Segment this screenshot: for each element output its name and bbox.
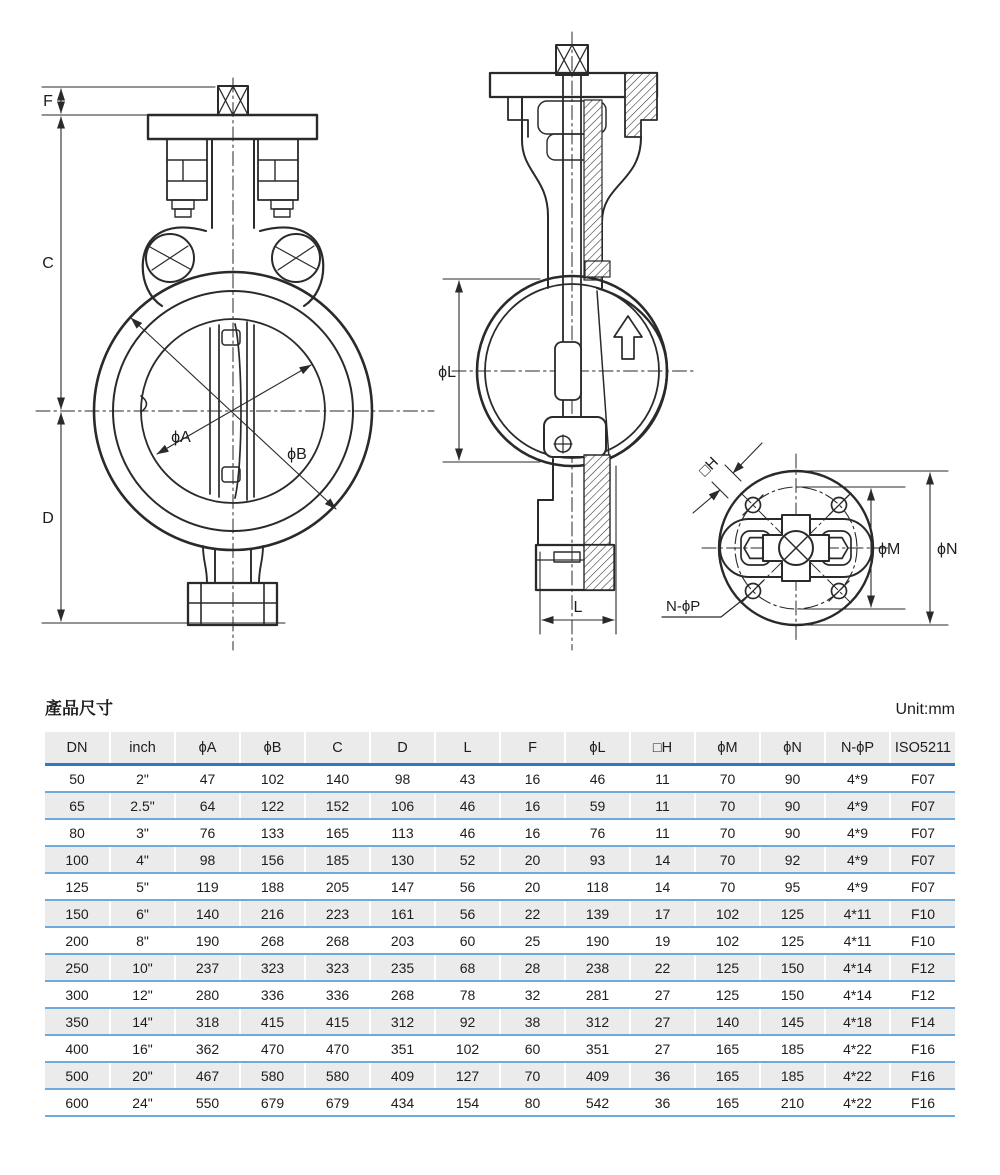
table-cell: 350 bbox=[45, 1008, 110, 1035]
table-cell: 113 bbox=[370, 819, 435, 846]
table-cell: 76 bbox=[565, 819, 630, 846]
column-header: C bbox=[305, 732, 370, 765]
label-phiB: ϕB bbox=[287, 446, 307, 463]
table-cell: 188 bbox=[240, 873, 305, 900]
table-cell: 550 bbox=[175, 1089, 240, 1116]
front-view bbox=[36, 78, 434, 650]
table-row bbox=[45, 792, 955, 819]
table-cell: 223 bbox=[305, 900, 370, 927]
table-cell: 140 bbox=[695, 1008, 760, 1035]
table-cell: 145 bbox=[760, 1008, 825, 1035]
table-cell: 470 bbox=[305, 1035, 370, 1062]
table-cell: F07 bbox=[890, 873, 955, 900]
table-cell: 679 bbox=[240, 1089, 305, 1116]
table-cell: F16 bbox=[890, 1062, 955, 1089]
table-cell: 90 bbox=[760, 792, 825, 819]
table-cell: 4*22 bbox=[825, 1062, 890, 1089]
table-row bbox=[45, 873, 955, 900]
column-header: D bbox=[370, 732, 435, 765]
table-cell: 4*11 bbox=[825, 900, 890, 927]
table-title: 產品尺寸 bbox=[45, 699, 113, 718]
table-cell: 409 bbox=[565, 1062, 630, 1089]
table-header-row bbox=[45, 694, 955, 719]
table-row bbox=[45, 1062, 955, 1089]
table-cell: 6" bbox=[110, 900, 175, 927]
table-cell: 140 bbox=[175, 900, 240, 927]
label-D: D bbox=[42, 510, 54, 527]
column-header: ϕB bbox=[240, 732, 305, 765]
table-cell: 4*22 bbox=[825, 1089, 890, 1116]
table-cell: 235 bbox=[370, 954, 435, 981]
table-cell: 125 bbox=[695, 981, 760, 1008]
table-cell: 98 bbox=[370, 765, 435, 793]
table-cell: 150 bbox=[45, 900, 110, 927]
table-cell: 190 bbox=[175, 927, 240, 954]
column-header: L bbox=[435, 732, 500, 765]
table-cell: 150 bbox=[760, 981, 825, 1008]
table-cell: 76 bbox=[175, 819, 240, 846]
table-row bbox=[45, 927, 955, 954]
table-cell: 47 bbox=[175, 765, 240, 793]
table-cell: 16 bbox=[500, 819, 565, 846]
table-cell: 409 bbox=[370, 1062, 435, 1089]
table-cell: 20 bbox=[500, 873, 565, 900]
table-cell: 2" bbox=[110, 765, 175, 793]
table-cell: 10" bbox=[110, 954, 175, 981]
table-cell: 4*9 bbox=[825, 873, 890, 900]
table-cell: 190 bbox=[565, 927, 630, 954]
table-cell: 16 bbox=[500, 792, 565, 819]
column-header: □H bbox=[630, 732, 695, 765]
table-cell: 165 bbox=[305, 819, 370, 846]
table-cell: 4*14 bbox=[825, 954, 890, 981]
column-header: ϕN bbox=[760, 732, 825, 765]
table-cell: 205 bbox=[305, 873, 370, 900]
table-cell: 119 bbox=[175, 873, 240, 900]
table-cell: 351 bbox=[565, 1035, 630, 1062]
table-cell: 125 bbox=[45, 873, 110, 900]
table-cell: 11 bbox=[630, 819, 695, 846]
table-cell: 268 bbox=[305, 927, 370, 954]
column-header: ϕM bbox=[695, 732, 760, 765]
table-cell: 351 bbox=[370, 1035, 435, 1062]
table-cell: 98 bbox=[175, 846, 240, 873]
table-cell: 312 bbox=[370, 1008, 435, 1035]
table-cell: 70 bbox=[695, 792, 760, 819]
table-row bbox=[45, 819, 955, 846]
table-row bbox=[45, 765, 955, 793]
flange-view bbox=[662, 443, 958, 642]
table-cell: 5" bbox=[110, 873, 175, 900]
table-cell: 27 bbox=[630, 1035, 695, 1062]
table-cell: 50 bbox=[45, 765, 110, 793]
table-cell: 300 bbox=[45, 981, 110, 1008]
table-cell: 24" bbox=[110, 1089, 175, 1116]
table-cell: 161 bbox=[370, 900, 435, 927]
table-cell: 125 bbox=[760, 927, 825, 954]
column-header-row bbox=[45, 732, 955, 765]
table-cell: 268 bbox=[370, 981, 435, 1008]
table-cell: 78 bbox=[435, 981, 500, 1008]
table-cell: 36 bbox=[630, 1089, 695, 1116]
label-C: C bbox=[42, 255, 54, 272]
table-cell: 237 bbox=[175, 954, 240, 981]
table-cell: 185 bbox=[760, 1035, 825, 1062]
table-cell: 46 bbox=[565, 765, 630, 793]
table-cell: 46 bbox=[435, 792, 500, 819]
table-cell: 467 bbox=[175, 1062, 240, 1089]
table-cell: 80 bbox=[500, 1089, 565, 1116]
table-cell: 106 bbox=[370, 792, 435, 819]
table-cell: 203 bbox=[370, 927, 435, 954]
table-cell: 12" bbox=[110, 981, 175, 1008]
table-cell: 14 bbox=[630, 846, 695, 873]
table-cell: 679 bbox=[305, 1089, 370, 1116]
table-cell: 336 bbox=[305, 981, 370, 1008]
table-cell: 80 bbox=[45, 819, 110, 846]
table-cell: 4*9 bbox=[825, 792, 890, 819]
table-cell: 156 bbox=[240, 846, 305, 873]
label-nPhiP: N-ϕP bbox=[666, 598, 701, 615]
table-cell: 118 bbox=[565, 873, 630, 900]
table-cell: 500 bbox=[45, 1062, 110, 1089]
table-row bbox=[45, 954, 955, 981]
table-cell: F10 bbox=[890, 927, 955, 954]
table-cell: 70 bbox=[695, 873, 760, 900]
table-cell: 19 bbox=[630, 927, 695, 954]
table-cell: 16 bbox=[500, 765, 565, 793]
table-cell: 70 bbox=[695, 846, 760, 873]
table-cell: 102 bbox=[695, 900, 760, 927]
table-cell: 542 bbox=[565, 1089, 630, 1116]
table-cell: 36 bbox=[630, 1062, 695, 1089]
column-header: ϕL bbox=[565, 732, 630, 765]
table-cell: 600 bbox=[45, 1089, 110, 1116]
table-cell: 280 bbox=[175, 981, 240, 1008]
table-cell: 281 bbox=[565, 981, 630, 1008]
table-cell: 22 bbox=[630, 954, 695, 981]
table-cell: F07 bbox=[890, 765, 955, 793]
table-cell: 165 bbox=[695, 1062, 760, 1089]
table-cell: 56 bbox=[435, 873, 500, 900]
table-cell: 28 bbox=[500, 954, 565, 981]
table-cell: 65 bbox=[45, 792, 110, 819]
table-row bbox=[45, 900, 955, 927]
label-phiM: ϕM bbox=[878, 541, 901, 558]
column-header: ϕA bbox=[175, 732, 240, 765]
table-cell: 43 bbox=[435, 765, 500, 793]
table-cell: 92 bbox=[435, 1008, 500, 1035]
table-cell: 268 bbox=[240, 927, 305, 954]
table-cell: 238 bbox=[565, 954, 630, 981]
table-cell: 250 bbox=[45, 954, 110, 981]
table-cell: 323 bbox=[305, 954, 370, 981]
table-cell: 312 bbox=[565, 1008, 630, 1035]
column-header: DN bbox=[45, 732, 110, 765]
label-phiL: ϕL bbox=[438, 364, 456, 381]
table-cell: 11 bbox=[630, 765, 695, 793]
table-cell: 20 bbox=[500, 846, 565, 873]
table-cell: F16 bbox=[890, 1035, 955, 1062]
table-cell: 20" bbox=[110, 1062, 175, 1089]
table-cell: F10 bbox=[890, 900, 955, 927]
table-cell: 470 bbox=[240, 1035, 305, 1062]
table-cell: 4*11 bbox=[825, 927, 890, 954]
table-row bbox=[45, 1035, 955, 1062]
label-phiA: ϕA bbox=[171, 429, 191, 446]
table-cell: 68 bbox=[435, 954, 500, 981]
table-cell: 210 bbox=[760, 1089, 825, 1116]
label-F: F bbox=[43, 93, 53, 110]
table-cell: 185 bbox=[305, 846, 370, 873]
dimension-table-section bbox=[45, 694, 955, 1117]
table-cell: 4*9 bbox=[825, 765, 890, 793]
table-cell: 52 bbox=[435, 846, 500, 873]
table-cell: 90 bbox=[760, 819, 825, 846]
table-row bbox=[45, 1089, 955, 1116]
label-L: L bbox=[573, 599, 583, 616]
table-cell: 64 bbox=[175, 792, 240, 819]
table-cell: 56 bbox=[435, 900, 500, 927]
table-cell: 17 bbox=[630, 900, 695, 927]
table-cell: 139 bbox=[565, 900, 630, 927]
table-cell: 580 bbox=[305, 1062, 370, 1089]
column-header: F bbox=[500, 732, 565, 765]
table-cell: 93 bbox=[565, 846, 630, 873]
table-cell: 127 bbox=[435, 1062, 500, 1089]
table-cell: 362 bbox=[175, 1035, 240, 1062]
table-cell: F07 bbox=[890, 792, 955, 819]
table-cell: 580 bbox=[240, 1062, 305, 1089]
table-cell: 200 bbox=[45, 927, 110, 954]
table-cell: 4*14 bbox=[825, 981, 890, 1008]
table-cell: F12 bbox=[890, 981, 955, 1008]
table-cell: F07 bbox=[890, 846, 955, 873]
label-phiN: ϕN bbox=[937, 541, 958, 558]
table-cell: 14" bbox=[110, 1008, 175, 1035]
table-cell: 150 bbox=[760, 954, 825, 981]
table-cell: 318 bbox=[175, 1008, 240, 1035]
table-cell: 400 bbox=[45, 1035, 110, 1062]
dim-squareH-leader bbox=[733, 443, 762, 473]
side-view bbox=[438, 32, 694, 650]
table-cell: 102 bbox=[240, 765, 305, 793]
table-cell: F12 bbox=[890, 954, 955, 981]
table-cell: 434 bbox=[370, 1089, 435, 1116]
table-cell: 216 bbox=[240, 900, 305, 927]
table-cell: 165 bbox=[695, 1089, 760, 1116]
table-cell: 90 bbox=[760, 765, 825, 793]
table-cell: 70 bbox=[695, 819, 760, 846]
table-cell: 4" bbox=[110, 846, 175, 873]
table-row bbox=[45, 981, 955, 1008]
table-cell: 125 bbox=[695, 954, 760, 981]
label-squareH: □H bbox=[695, 453, 722, 480]
table-cell: 102 bbox=[435, 1035, 500, 1062]
table-cell: 16" bbox=[110, 1035, 175, 1062]
table-cell: 59 bbox=[565, 792, 630, 819]
table-cell: 4*18 bbox=[825, 1008, 890, 1035]
table-cell: 147 bbox=[370, 873, 435, 900]
table-cell: 46 bbox=[435, 819, 500, 846]
dimension-table bbox=[45, 732, 955, 1117]
dim-squareH-leader bbox=[693, 490, 720, 513]
table-cell: 2.5" bbox=[110, 792, 175, 819]
table-cell: 70 bbox=[500, 1062, 565, 1089]
table-cell: 25 bbox=[500, 927, 565, 954]
table-row bbox=[45, 1008, 955, 1035]
table-cell: 140 bbox=[305, 765, 370, 793]
table-cell: F14 bbox=[890, 1008, 955, 1035]
table-cell: 14 bbox=[630, 873, 695, 900]
table-cell: 165 bbox=[695, 1035, 760, 1062]
table-row bbox=[45, 846, 955, 873]
table-cell: 38 bbox=[500, 1008, 565, 1035]
table-cell: 125 bbox=[760, 900, 825, 927]
table-cell: 8" bbox=[110, 927, 175, 954]
table-cell: 130 bbox=[370, 846, 435, 873]
flow-arrow-icon bbox=[614, 316, 642, 359]
table-unit: Unit:mm bbox=[895, 701, 955, 718]
column-header: N-ϕP bbox=[825, 732, 890, 765]
table-cell: 154 bbox=[435, 1089, 500, 1116]
table-cell: F16 bbox=[890, 1089, 955, 1116]
table-cell: 70 bbox=[695, 765, 760, 793]
table-cell: 185 bbox=[760, 1062, 825, 1089]
table-cell: 152 bbox=[305, 792, 370, 819]
table-cell: 32 bbox=[500, 981, 565, 1008]
table-cell: F07 bbox=[890, 819, 955, 846]
table-cell: 27 bbox=[630, 1008, 695, 1035]
table-cell: 22 bbox=[500, 900, 565, 927]
table-cell: 336 bbox=[240, 981, 305, 1008]
table-cell: 11 bbox=[630, 792, 695, 819]
table-cell: 60 bbox=[435, 927, 500, 954]
table-cell: 4*22 bbox=[825, 1035, 890, 1062]
table-cell: 100 bbox=[45, 846, 110, 873]
table-cell: 92 bbox=[760, 846, 825, 873]
table-cell: 4*9 bbox=[825, 846, 890, 873]
table-cell: 27 bbox=[630, 981, 695, 1008]
table-cell: 95 bbox=[760, 873, 825, 900]
column-header: inch bbox=[110, 732, 175, 765]
table-cell: 102 bbox=[695, 927, 760, 954]
table-cell: 60 bbox=[500, 1035, 565, 1062]
column-header: ISO5211 bbox=[890, 732, 955, 765]
table-cell: 122 bbox=[240, 792, 305, 819]
table-cell: 323 bbox=[240, 954, 305, 981]
table-cell: 415 bbox=[305, 1008, 370, 1035]
table-cell: 3" bbox=[110, 819, 175, 846]
table-cell: 4*9 bbox=[825, 819, 890, 846]
table-cell: 133 bbox=[240, 819, 305, 846]
table-cell: 415 bbox=[240, 1008, 305, 1035]
